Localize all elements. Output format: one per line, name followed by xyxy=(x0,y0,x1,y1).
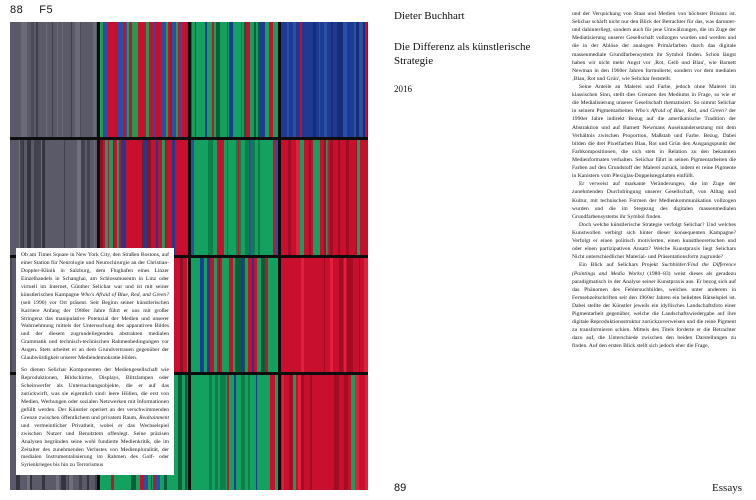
artwork-cell xyxy=(100,22,187,137)
caption-paragraph-2: So dienen Selichar Komponenten der Mediengesellschaft wie Reproduktionen, Bildschirme, Displays, Blitzlampen oder Scheinwerfer als Untersuchungsobjekte, die er auf das zurückwirft, was sie eigentlich sind: leere Hüllen, die erst von Medien, Werbungen oder sozialen Netzwerken mit Informationen gefüllt werden. Der Künstler operiert an der verschwimmenden Grenze zwischen öffentlichem und privatem Raum, Realtainment und vermeintlicher Privatheit, wobei er das Wechselspiel zwischen Nutzer und Benutztem offenlegt. Seine präzisen Analysen begründen seine wohl fundierte Medienkritik, die im Zeitalter des zunehmenden Verlustes von Medienpluralität, der medialen Instrumentalisierung im Rahmen des Golf- oder Syrienkrieges bis hin zu Terrorismus xyxy=(21,367,169,469)
stripe-group xyxy=(100,22,187,137)
body-paragraph: und der Verquickung von Staat und Medien von höchster Brisanz ist. Selichar schärft nicht nur den Blick der Betrachter für das, was darunter- und dahinterliegt, sondern auch für jene Umwälzungen, die im Zuge der Mediatisierung unserer Gesellschaft vollzogen wurden und werden und die in der Ablöse der analogen Primärfarben durch das digitale massenmediale Grundfarbensystem ihr Symbol finden. Schon längst haben wir nicht mehr Angst vor ‚Rot, Gelb und Blau', wie Barnett Newman in den 1960er Jahren formulierte, sondern vor dem medialen ‚Blau, Rot und Grün', wie Selichar feststellt. xyxy=(572,11,736,82)
artwork-cell xyxy=(10,22,97,137)
stripe-group xyxy=(10,140,97,255)
page-number-left: 88 xyxy=(10,4,24,16)
artwork-cell xyxy=(281,258,368,373)
section-code-label: F5 xyxy=(39,4,54,16)
artwork-cell xyxy=(10,140,97,255)
stripe-group xyxy=(191,22,278,137)
right-page xyxy=(378,0,756,500)
stripe-group xyxy=(281,375,368,490)
body-paragraph: Seine Anteile an Malerei und Farbe, jedoch ohne Malerei im klassischen Sinn, stellt dies Grenzen des Mediums in Frage, so wie er die Medialisierung unserer Gesellschaft thematisiert. So nimmt Selichar in seinem Pigmentarbeiten Who's Afraid of Blue, Red, and Green? der 1990er Jahre indirekt Bezug auf die amerikanische Tradition der Abstraktion und auf Barnett Newmans Auseinandersetzung mit dem Verhältnis zwischen Proportion, Maßstab und Farbe. Bezug. Dabei bilden die drei Pixelfarben Blau, Rot und Grün den Ausgangspunkt der Farbkompositionen, die sich stets in Relation zu den bekannten Medienformaten verhalten. Selichar führt in seinen Pigmentarbeiten die Farben auf den Grundstoff der Malerei zurück, indem er reine Pigmente in Kanistern vom Plexiglas-Doppelstegplatten einfüllt. xyxy=(572,83,737,180)
stripe xyxy=(186,22,187,137)
artwork-cell xyxy=(281,22,368,137)
artwork-cell xyxy=(281,375,368,490)
stripe xyxy=(185,375,187,490)
right-page-footer xyxy=(394,482,742,494)
stripe xyxy=(187,258,188,373)
page-number-right: 89 xyxy=(394,482,407,494)
left-page-header xyxy=(10,4,53,16)
stripe xyxy=(367,22,368,137)
stripe-group xyxy=(191,375,278,490)
artwork-cell xyxy=(191,22,278,137)
artwork-cell xyxy=(191,258,278,373)
stripe xyxy=(96,22,97,137)
column-left xyxy=(394,10,558,472)
artwork-cell xyxy=(191,140,278,255)
artwork-caption-block xyxy=(16,248,174,475)
stripe xyxy=(276,258,277,373)
stripe xyxy=(275,140,277,255)
column-right xyxy=(572,10,736,472)
artwork-cell xyxy=(191,375,278,490)
stripe xyxy=(367,375,368,490)
article-year: 2016 xyxy=(394,84,412,95)
body-paragraph: Er verweist auf markante Veränderungen, die im Zuge der zunehmenden Durchdringung unserer Gesellschaft, von Alltag und Kultur, mit technischen Formen der Medienkommunikation vollzogen wurden und die im Stegezug des digitalen massenmedialen Grundfarbensystems ihr Symbol finden. xyxy=(572,181,736,220)
section-name-label: Essays xyxy=(712,482,742,494)
stripe-group xyxy=(10,22,97,137)
stripe xyxy=(277,22,278,137)
article-body-text xyxy=(572,10,736,351)
artwork-cell xyxy=(281,140,368,255)
stripe-group xyxy=(281,140,368,255)
stripe-group xyxy=(281,22,368,137)
article-author: Dieter Buchhart xyxy=(394,10,465,22)
stripe xyxy=(185,140,188,255)
text-columns xyxy=(394,10,742,472)
artwork-cell xyxy=(100,140,187,255)
body-paragraph: Ein Blick auf Selichars Projekt Suchbilder/Find the Difference (Paintings and Media Works) (1980–83) weist dieses als geradezu paradigmatisch in der Analyse seiner Kunstpraxis aus. Er bezog sich auf das Phänomen des Fehlersuchbildes, welches unter anderem in Fernsehzeitschriften seit den 1960er Jahren ein beliebtes Rätselspiel ist. Dabei stellte der Künstler jeweils ein idyllisches Landschaftsfoto einer Pigmentarbeit gegenüber, welche die Landschaftswiedergabe auf ihre digitale Reproduktionsstruktur zurückzuverweisen und die reine Pigment zu transformieren schien. Mittels des Titels forderte er die Betrachter dazu auf, die Unterschiede zwischen den beiden Darstellungen zu finden. Auf den ersten Blick stellt sich jedoch eher die Frage, xyxy=(572,262,736,350)
stripe-group xyxy=(191,140,278,255)
body-paragraph: Doch welche künstlerische Strategie verfolgt Selichar? Und welches Kunstwollen verbirgt sich hinter dieser konsequenten Kampagne? Verfolgt er einen politisch motivierten, einen kunsttheoretischen und oder einen partizipativen Ansatz? Welche Kunstpraxis liegt Selichars Nicht unterschiedlicher Material- und Präsentationsform zugrunde? xyxy=(572,221,736,261)
caption-paragraph-1: Ob am Times Square in New York City, den Straßen Bostons, auf einer Station für Neurologie und Neurochirurgie an der Christian-Doppler-Klinik in Salzburg, dem Flughafen eines Linzer Einzelhandels in Schanghai, am Schlossmuseum in Linz oder virtuell im Internet, Günther Selichar war und ist mit seiner künstlerischen Kampagne Who's Afraid of Blue, Red, and Green? (seit 1990) vor Ort präsent. Seit Beginn seiner künstlerischen Karriere Anfang der 1980er Jahre führt er uns mit großer Stringenz das manipulative Potenzial der Medien und unserer Wahrnehmung mittels der Untersuchung des apparativen Bildes und der diesem zugrundeliegenden abstrakten medialen Grammatik und technisch-technischen Rahmenbedingungen vor Augen. Stets arbeitet er an dem Grundvertrauen gegenüber der Glaubwürdigkeit unserer Mediendemokratie bilden. xyxy=(21,252,169,362)
stripe-group xyxy=(281,258,368,373)
stripe xyxy=(96,140,97,255)
stripe xyxy=(366,140,368,255)
stripe-group xyxy=(100,140,187,255)
stripe-group xyxy=(191,258,278,373)
article-title: Die Differenz als künstlerische Strategie xyxy=(394,40,531,68)
